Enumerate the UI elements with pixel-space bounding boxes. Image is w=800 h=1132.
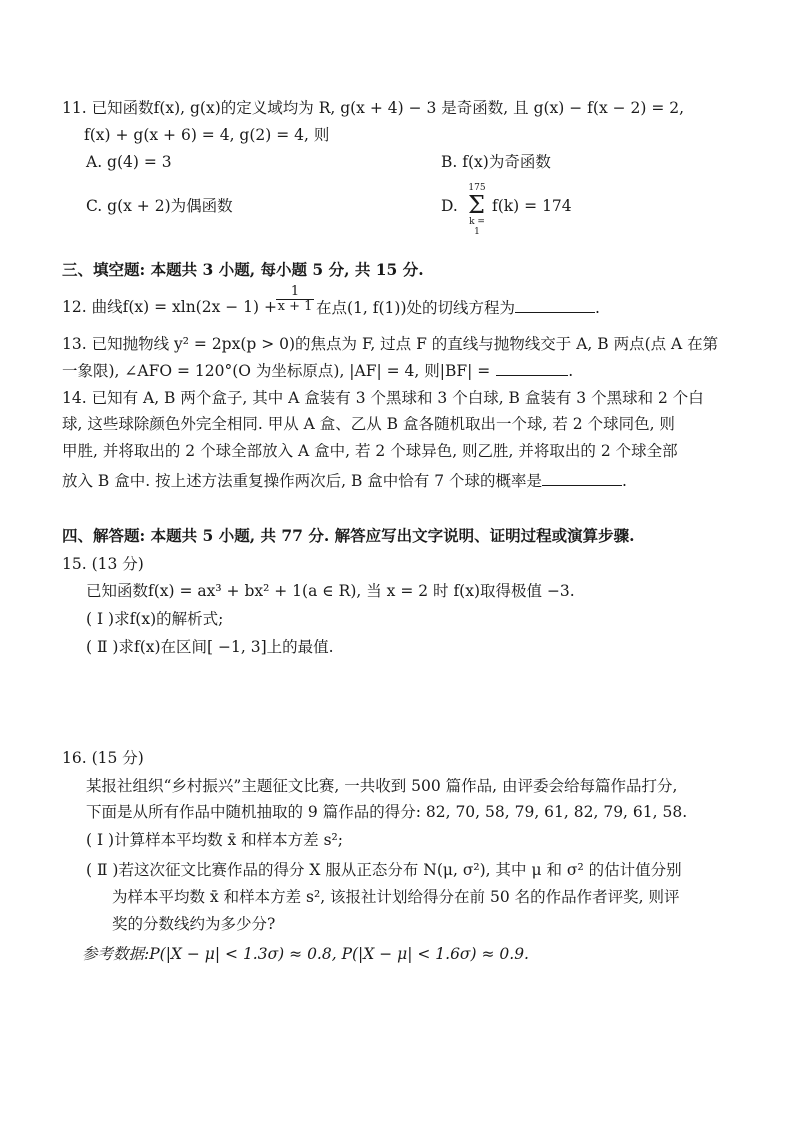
q16-part-2-line2: 为样本平均数 x̄ 和样本方差 s², 该报社计划给得分在前 50 名的作品作者评奖, 则评	[112, 888, 680, 906]
q11-option-d-label: D.	[441, 197, 458, 215]
fraction-numerator: 1	[290, 284, 300, 299]
reference-label: 参考数据:	[82, 945, 150, 963]
q13-line2-text: 一象限), ∠AFO = 120°(O 为坐标原点), |AF| = 4, 则|BF| =	[62, 362, 491, 380]
q12-fraction	[276, 285, 314, 314]
section-3-heading: 三、填空题: 本题共 3 小题, 每小题 5 分, 共 15 分.	[62, 260, 424, 279]
q12-answer-blank[interactable]	[515, 296, 595, 313]
q14-line3: 甲胜, 并将取出的 2 个球全部放入 A 盒中, 若 2 个球异色, 则乙胜, 并将取出的 2 个球全部	[62, 442, 678, 460]
q11-option-b: B. f(x)为奇函数	[441, 153, 551, 171]
q15-part-2: ( Ⅱ )求f(x)在区间[ −1, 3]上的最值.	[86, 638, 334, 656]
q16-heading: 16. (15 分)	[62, 749, 144, 767]
q16-part-1: ( Ⅰ )计算样本平均数 x̄ 和样本方差 s²;	[86, 831, 343, 849]
q13-answer-blank[interactable]	[496, 359, 568, 376]
q12-prefix: 12. 曲线f(x) = xln(2x − 1) +	[62, 298, 277, 316]
q13-line2	[62, 359, 573, 382]
q12-end: .	[595, 299, 600, 317]
q11-line2: f(x) + g(x + 6) = 4, g(2) = 4, 则	[84, 126, 330, 144]
q11-option-d-expr: f(k) = 174	[492, 197, 572, 215]
q13-end: .	[568, 362, 574, 380]
q16-stem-line1: 某报社组织“乡村振兴”主题征文比赛, 一共收到 500 篇作品, 由评委会给每篇作品打分,	[86, 777, 678, 795]
q14-line1: 14. 已知有 A, B 两个盒子, 其中 A 盒装有 3 个黑球和 3 个白球, B 盒装有 3 个黑球和 2 个白	[62, 389, 704, 407]
q14-line2: 球, 这些球除颜色外完全相同. 甲从 A 盒、乙从 B 盒各随机取出一个球, 若 2 个球同色, 则	[62, 415, 675, 433]
q16-part-2-line3: 奖的分数线约为多少分?	[112, 915, 276, 933]
q15-heading: 15. (13 分)	[62, 555, 144, 573]
q11-line1: 11. 已知函数f(x), g(x)的定义域均为 R, g(x + 4) − 3 是奇函数, 且 g(x) − f(x − 2) = 2,	[62, 99, 685, 117]
reference-text: P(|X − μ| < 1.3σ) ≈ 0.8, P(|X − μ| < 1.6σ) ≈ 0.9.	[149, 945, 529, 963]
sum-lower-limit: k = 1	[469, 217, 485, 237]
section-4-heading: 四、解答题: 本题共 5 小题, 共 77 分. 解答应写出文字说明、证明过程或演算步骤.	[62, 526, 635, 545]
q11-option-a: A. g(4) = 3	[86, 153, 172, 171]
q14-line4	[62, 469, 627, 492]
q14-line4-text: 放入 B 盒中. 按上述方法重复操作两次后, B 盒中恰有 7 个球的概率是	[62, 472, 542, 490]
q15-part-1: ( Ⅰ )求f(x)的解析式;	[86, 610, 224, 628]
q15-stem: 已知函数f(x) = ax³ + bx² + 1(a ∈ R), 当 x = 2 时 f(x)取得极值 −3.	[86, 582, 575, 600]
q14-answer-blank[interactable]	[542, 469, 622, 486]
q16-part-2-line1: ( Ⅱ )若这次征文比赛作品的得分 X 服从正态分布 N(μ, σ²), 其中 μ 和 σ² 的估计值分别	[86, 861, 682, 879]
sum-upper-limit: 175	[468, 183, 486, 193]
q16-reference-data	[82, 943, 529, 965]
q13-line1: 13. 已知抛物线 y² = 2px(p > 0)的焦点为 F, 过点 F 的直线与抛物线交于 A, B 两点(点 A 在第	[62, 335, 719, 353]
fraction-denominator: x + 1	[277, 299, 313, 314]
q16-stem-line2: 下面是从所有作品中随机抽取的 9 篇作品的得分: 82, 70, 58, 79, 61, 82, 79, 61, 58.	[86, 803, 688, 821]
q12-suffix-text: 在点(1, f(1))处的切线方程为	[316, 299, 516, 317]
q11-option-c: C. g(x + 2)为偶函数	[86, 197, 233, 215]
sigma-symbol: Σ	[468, 191, 485, 219]
q14-end: .	[622, 472, 627, 490]
q12-suffix	[316, 296, 600, 319]
